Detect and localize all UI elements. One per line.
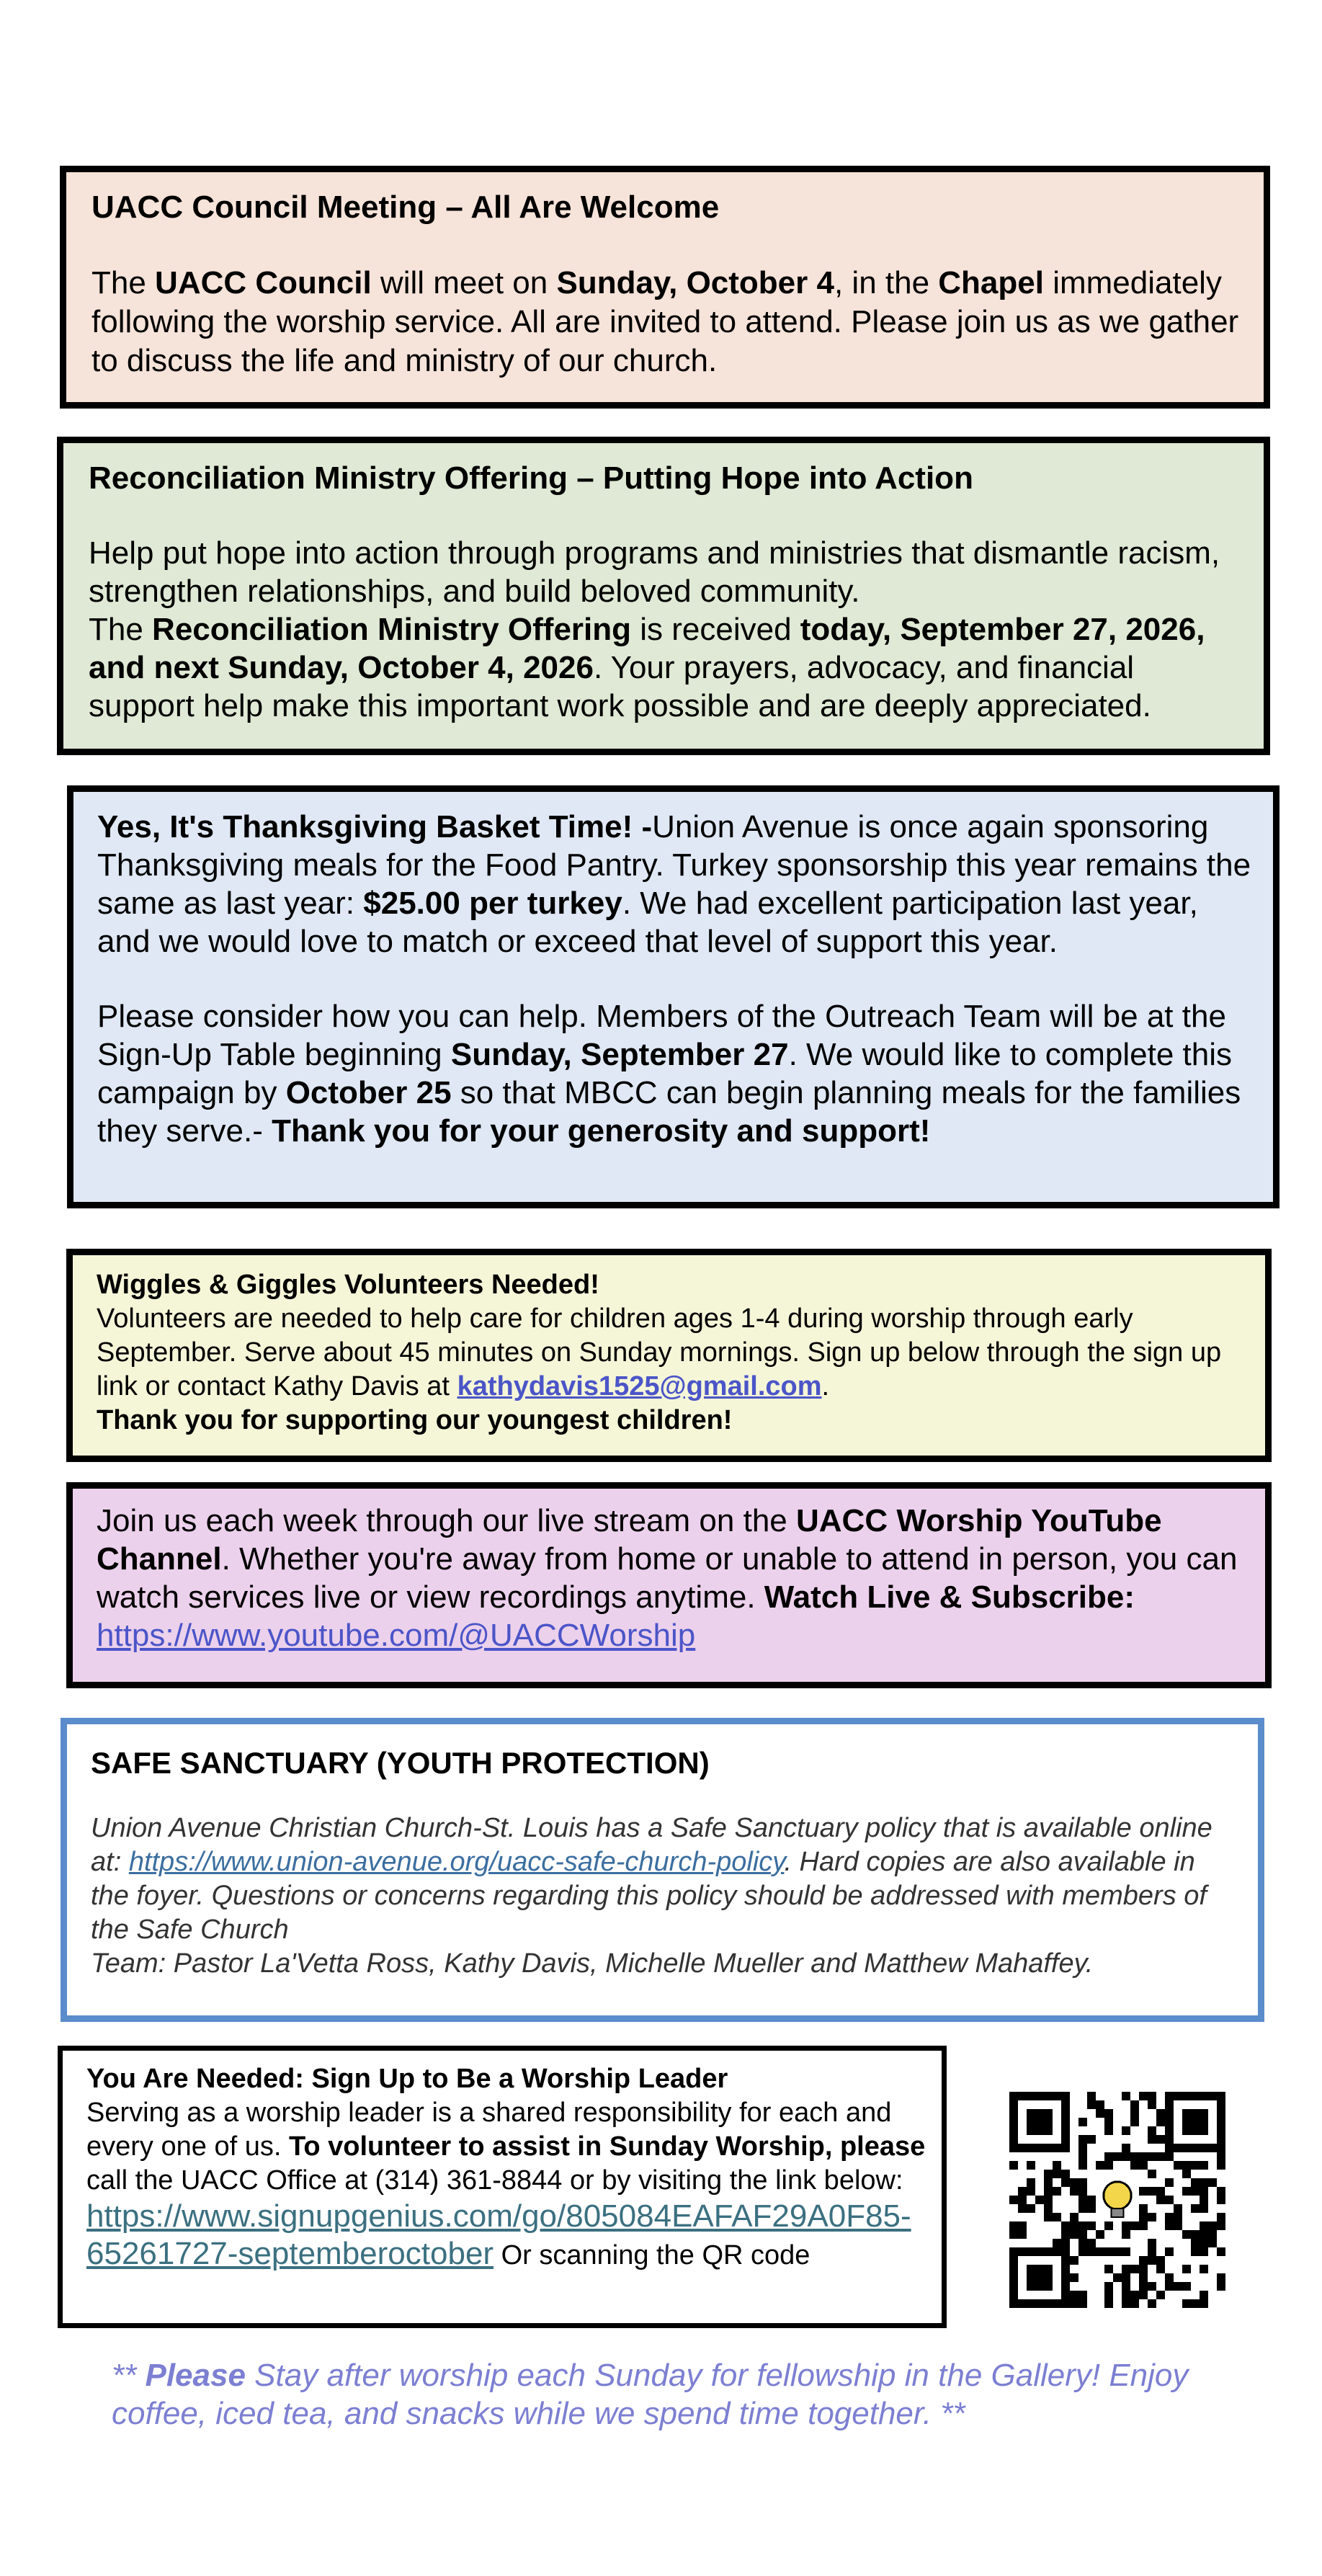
reconciliation-title: Reconciliation Ministry Offering – Putting Hope into Action: [89, 460, 973, 496]
lightbulb-icon: [1096, 2178, 1139, 2221]
leader-link-line: [86, 2198, 926, 2273]
text-span: Volunteers are needed to help care for children ages 1-4 during worship through early September. Serve about 45 minutes on Sunday mornings. Sign up below through the sign up link or contact Kathy Davis at: [97, 1303, 1222, 1401]
leader-text: [86, 2096, 926, 2198]
text-span: . Your prayers, advocacy, and financial support help make this important work possible and are deeply appreciated.: [89, 649, 1151, 723]
bold-span: Thank you for your generosity and support!: [272, 1113, 931, 1149]
livestream-text: [97, 1502, 1243, 1654]
policy-link[interactable]: https://www.union-avenue.org/uacc-safe-church-policy: [128, 1846, 785, 1877]
leader-title: You Are Needed: Sign Up to Be a Worship Leader: [86, 2064, 728, 2094]
bold-span: Reconciliation Ministry Offering: [152, 611, 632, 647]
text-span: .: [821, 1371, 830, 1401]
text-span: . We would like to complete this campaign by: [97, 1036, 1233, 1110]
text-span: , in the: [834, 264, 939, 300]
bold-span: To volunteer to assist in Sunday Worship, please: [288, 2131, 926, 2162]
text-span: Serving as a worship leader is a shared responsibility for each and every one of us.: [86, 2098, 892, 2162]
bold-span: Chapel: [938, 264, 1044, 300]
text-span: The: [89, 611, 153, 647]
text-span: . Hard copies are also available in the foyer. Questions or concerns regarding this policy should be addressed with members of the Safe Church: [91, 1846, 1207, 1945]
bold-span: $25.00 per turkey: [363, 886, 622, 921]
safe-team: Team: Pastor La'Vetta Ross, Kathy Davis, Michelle Mueller and Matthew Mahaffey.: [91, 1948, 1094, 1979]
bold-span: Please: [145, 2358, 246, 2393]
signup-link[interactable]: https://www.signupgenius.com/go/805084EAFAF29A0F85-65261727-septemberoctober: [86, 2198, 911, 2271]
text-span: Join us each week through our live stream on the: [97, 1503, 796, 1538]
council-meeting-box: [60, 166, 1270, 409]
text-span: is received: [631, 611, 800, 647]
text-span: The: [91, 264, 156, 300]
safe-title: SAFE SANCTUARY (YOUTH PROTECTION): [91, 1746, 710, 1780]
text-span: immediately following the worship service. All are invited to attend. Please join us as we gather to discuss the life and ministry of our church.: [91, 264, 1239, 378]
reconciliation-p2: [89, 610, 1240, 725]
council-title: UACC Council Meeting – All Are Welcome: [91, 190, 720, 225]
text-span: Stay after worship each Sunday for fellowship in the Gallery! Enjoy coffee, iced tea, and snacks while we spend time together. **: [112, 2358, 1189, 2431]
text-span: will meet on: [371, 264, 557, 300]
youtube-link[interactable]: https://www.youtube.com/@UACCWorship: [97, 1618, 696, 1653]
safe-text: [91, 1811, 1236, 1947]
text-span: **: [112, 2358, 146, 2393]
bold-span: Watch Live & Subscribe:: [764, 1579, 1135, 1615]
text-span: Union Avenue Christian Church-St. Louis has a Safe Sanctuary policy that is available online at:: [91, 1812, 1212, 1877]
text-span: call the UACC Office at (314) 361-8844 or by visiting the link below:: [86, 2165, 903, 2196]
thanksgiving-box: [67, 785, 1279, 1208]
fellowship-footer: [112, 2356, 1250, 2433]
text-span: Union Avenue is once again sponsoring Thanksgiving meals for the Food Pantry. Turkey sponsorship this year remains the same as last year:: [97, 809, 1251, 921]
thanksgiving-p2: [97, 997, 1251, 1150]
bold-span: UACC Council: [155, 264, 372, 300]
text-span: . We had excellent participation last year, and we would love to match or exceed that level of support this year.: [97, 886, 1198, 959]
reconciliation-p1: Help put hope into action through programs and ministries that dismantle racism, strengthen relationships, and build beloved community.: [89, 535, 1220, 609]
wiggles-title: Wiggles & Giggles Volunteers Needed!: [97, 1270, 599, 1300]
bold-span: Sunday, September 27: [450, 1036, 789, 1072]
text-span: . Whether you're away from home or unable to attend in person, you can watch services live or view recordings anytime.: [97, 1541, 1238, 1615]
bold-span: Sunday, October 4: [556, 264, 834, 300]
bold-span: October 25: [285, 1074, 452, 1110]
wiggles-box: [66, 1249, 1272, 1462]
livestream-box: [66, 1482, 1272, 1688]
worship-leader-box: [58, 2046, 947, 2328]
wiggles-text: [97, 1302, 1243, 1404]
bold-span: Yes, It's Thanksgiving Basket Time! -: [97, 809, 653, 844]
safe-sanctuary-box: [61, 1718, 1264, 2022]
email-link[interactable]: kathydavis1525@gmail.com: [457, 1371, 822, 1401]
qr-code[interactable]: [1009, 2092, 1225, 2308]
text-span: Please consider how you can help. Members of the Outreach Team will be at the Sign-Up Table beginning: [97, 998, 1226, 1072]
bold-span: UACC Worship YouTube Channel: [97, 1503, 1162, 1577]
wiggles-thanks: Thank you for supporting our youngest children!: [97, 1405, 733, 1435]
reconciliation-box: [57, 437, 1270, 755]
thanksgiving-p1: [97, 808, 1251, 961]
text-span: Or scanning the QR code: [493, 2240, 810, 2270]
council-text: [91, 264, 1240, 380]
bold-span: today, September 27, 2026, and next Sunday, October 4, 2026: [89, 611, 1205, 685]
text-span: so that MBCC can begin planning meals for the families they serve.-: [97, 1074, 1241, 1149]
